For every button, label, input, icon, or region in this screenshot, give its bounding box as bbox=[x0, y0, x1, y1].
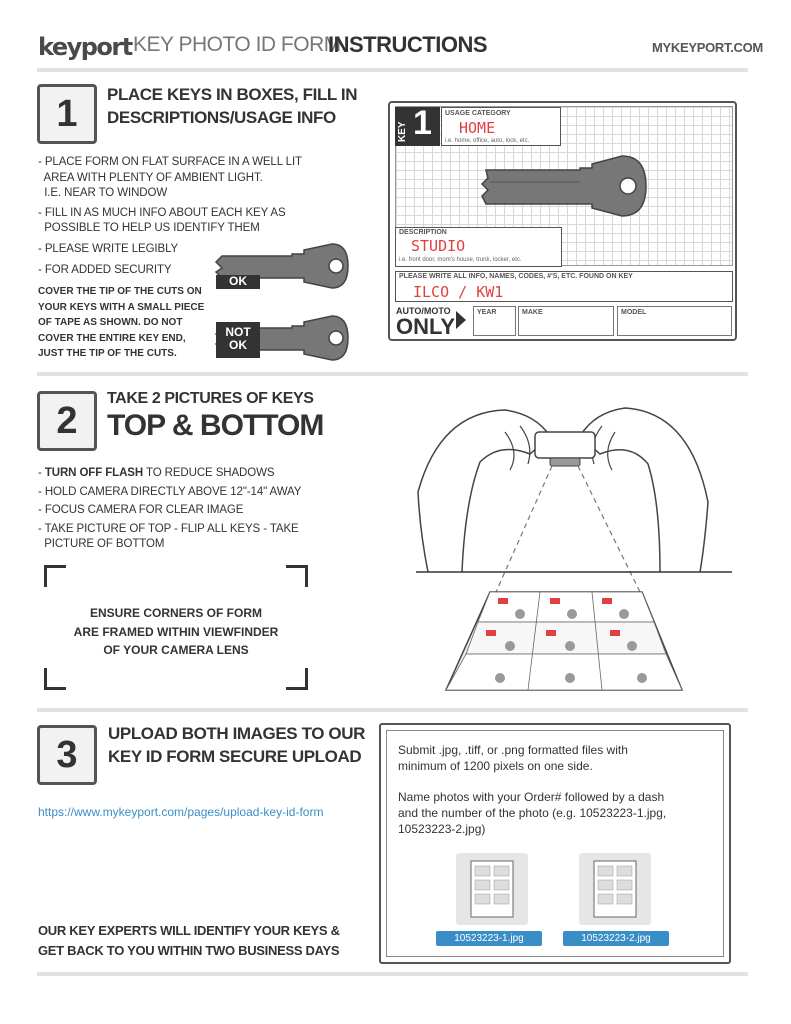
form-title: KEY PHOTO ID FORM bbox=[133, 33, 341, 56]
form-thumbnail-icon bbox=[593, 860, 637, 918]
description-value: STUDIO bbox=[411, 237, 466, 255]
step-1-heading: PLACE KEYS IN BOXES, FILL IN DESCRIPTIONS/USAGE INFO bbox=[107, 85, 358, 127]
step-2-heading-small: TAKE 2 PICTURES OF KEYS bbox=[107, 390, 314, 407]
file-chip-2: 10523223-2.jpg bbox=[563, 931, 669, 946]
closing-note: OUR KEY EXPERTS WILL IDENTIFY YOUR KEYS & GET BACK TO YOU WITHIN TWO BUSINESS DAYS bbox=[38, 923, 340, 958]
key-info-label: PLEASE WRITE ALL INFO, NAMES, CODES, #'S, ETC. FOUND ON KEY bbox=[399, 273, 633, 280]
key-label: KEY bbox=[397, 121, 408, 142]
divider bbox=[37, 68, 748, 72]
step-1-bullets: - PLACE FORM ON FLAT SURFACE IN A WELL LIT AREA WITH PLENTY OF AMBIENT LIGHT. I.E. NEAR TO WINDOW - FILL IN AS MUCH INFO ABOUT EACH KEY AS POSSIBLE TO HELP US IDENTIFY THEM - PLEASE WRITE LEGIBLY - FOR ADDED SECURITY bbox=[38, 156, 302, 276]
year-label: YEAR bbox=[477, 309, 497, 316]
keyport-logo: keyport bbox=[38, 33, 132, 61]
upload-link[interactable]: https://www.mykeyport.com/pages/upload-key-id-form bbox=[38, 805, 324, 819]
security-note: COVER THE TIP OF THE CUTS ON YOUR KEYS WITH A SMALL PIECE OF TAPE AS SHOWN. DO NOT COVER THE ENTIRE KEY END, JUST THE TIP OF THE CUTS. bbox=[38, 286, 205, 359]
upload-requirements: Submit .jpg, .tiff, or .png formatted files with minimum of 1200 pixels on one side. bbox=[398, 743, 628, 773]
upload-naming: Name photos with your Order# followed by a dash and the number of the photo (e.g. 10523223-1.jpg, 10523223-2.jpg) bbox=[398, 790, 667, 836]
key-number: 1 bbox=[413, 104, 432, 142]
divider bbox=[37, 972, 748, 976]
step-2-bullets: - TURN OFF FLASH TO REDUCE SHADOWS - HOLD CAMERA DIRECTLY ABOVE 12"-14" AWAY - FOCUS CAMERA FOR CLEAR IMAGE - TAKE PICTURE OF TOP - FLIP ALL KEYS - TAKE PICTURE OF BOTTOM bbox=[38, 467, 302, 550]
description-label: DESCRIPTION bbox=[399, 229, 447, 236]
frame-corner bbox=[286, 565, 308, 587]
key-info-value: ILCO / KW1 bbox=[413, 283, 504, 301]
file-chip-1: 10523223-1.jpg bbox=[436, 931, 542, 946]
step-3-number: 3 bbox=[37, 725, 97, 785]
camera-illustration bbox=[410, 392, 740, 697]
description-hint: i.e. front door, mom's house, trunk, locker, etc. bbox=[399, 257, 522, 263]
auto-moto-label: AUTO/MOTO bbox=[396, 306, 451, 316]
instructions-title: INSTRUCTIONS bbox=[328, 32, 487, 57]
frame-note: ENSURE CORNERS OF FORM ARE FRAMED WITHIN VIEWFINDER OF YOUR CAMERA LENS bbox=[73, 606, 279, 657]
not-ok-tag: NOT OK bbox=[216, 322, 260, 358]
arrow-right-icon bbox=[455, 310, 467, 330]
form-thumbnail-icon bbox=[470, 860, 514, 918]
step-2-number: 2 bbox=[37, 391, 97, 451]
model-label: MODEL bbox=[621, 309, 647, 316]
step-1-number: 1 bbox=[37, 84, 97, 144]
frame-corner bbox=[286, 668, 308, 690]
step-3-heading: UPLOAD BOTH IMAGES TO OUR KEY ID FORM SECURE UPLOAD bbox=[108, 724, 365, 766]
only-label: ONLY bbox=[396, 314, 456, 339]
frame-corner bbox=[44, 565, 66, 587]
frame-corner bbox=[44, 668, 66, 690]
divider bbox=[37, 372, 748, 376]
divider bbox=[37, 708, 748, 712]
make-label: MAKE bbox=[522, 309, 543, 316]
usage-hint: i.e. home, office, auto, lock, etc. bbox=[445, 138, 530, 144]
site-name: MYKEYPORT.COM bbox=[652, 40, 763, 55]
usage-value: HOME bbox=[459, 119, 496, 137]
ok-tag: OK bbox=[216, 275, 260, 289]
step-2-heading-large: TOP & BOTTOM bbox=[107, 409, 324, 442]
usage-category-label: USAGE CATEGORY bbox=[445, 110, 511, 117]
key-illustration bbox=[480, 152, 650, 220]
